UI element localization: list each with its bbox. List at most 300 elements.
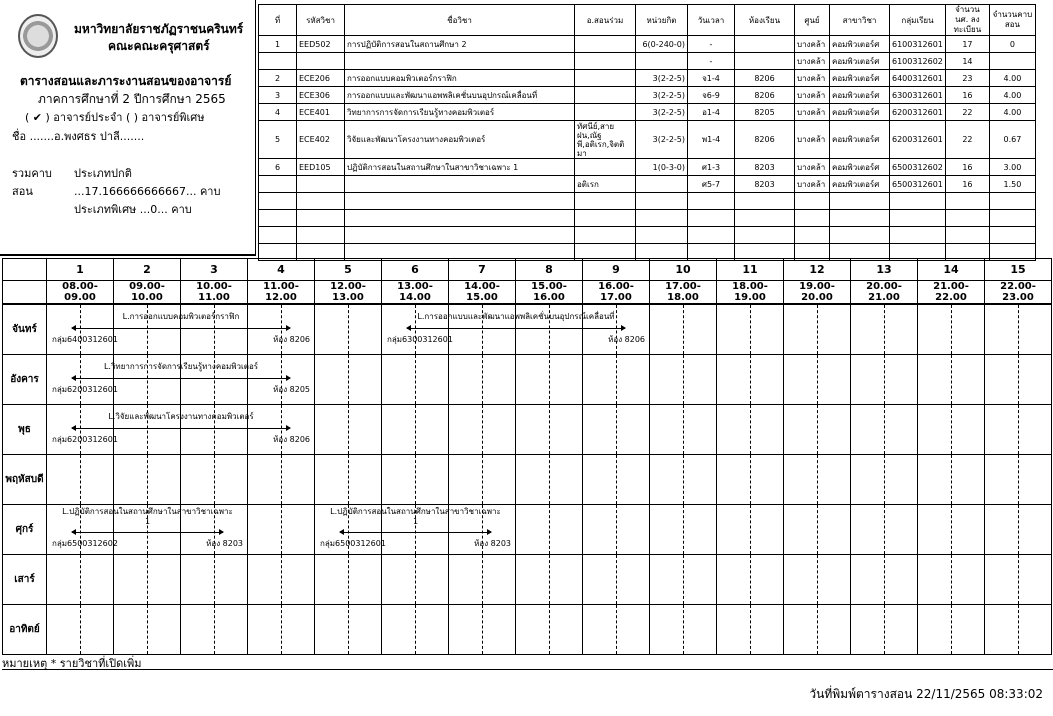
time-span-arrow-icon: [72, 378, 290, 379]
table-cell: ECE402: [297, 121, 345, 159]
period-time: 21.00-22.00: [918, 281, 985, 305]
time-slot: [516, 554, 583, 604]
table-cell: 4.00: [989, 87, 1035, 104]
table-cell: [575, 36, 636, 53]
day-row: [3, 454, 1052, 504]
table-cell: [297, 53, 345, 70]
class-block[interactable]: [50, 360, 312, 402]
time-slot: [114, 554, 181, 604]
table-cell: 6: [259, 159, 297, 176]
time-slot: [47, 554, 114, 604]
table-cell: [795, 227, 830, 244]
period-number: 2: [114, 259, 181, 281]
day-label: พฤหัสบดี: [3, 454, 47, 504]
class-title: L.วิทยาการการจัดการเรียนรู้ทางคอมพิวเตอร์: [103, 362, 259, 371]
period-number: 1: [47, 259, 114, 281]
table-cell: [735, 210, 795, 227]
course-table-header: ที่: [259, 5, 297, 36]
time-slot: [516, 504, 583, 554]
time-slot: [650, 554, 717, 604]
period-number: 14: [918, 259, 985, 281]
period-number: 10: [650, 259, 717, 281]
period-number: 4: [248, 259, 315, 281]
table-cell: [259, 176, 297, 193]
table-cell: คอมพิวเตอร์ศ: [830, 36, 890, 53]
time-slot: [248, 554, 315, 604]
table-cell: [345, 193, 575, 210]
table-cell: 4.00: [989, 70, 1035, 87]
time-slot: [717, 404, 784, 454]
table-cell: 8205: [735, 104, 795, 121]
time-slot: [315, 404, 382, 454]
class-room: ห้อง 8206: [273, 335, 310, 344]
teacher-type: ( ✔ ) อาจารย์ประจำ ( ) อาจารย์พิเศษ: [25, 111, 205, 124]
time-span-arrow-icon: [72, 532, 223, 533]
time-slot: [851, 504, 918, 554]
table-cell: 8203: [735, 176, 795, 193]
course-table-header: ชื่อวิชา: [345, 5, 575, 36]
class-room: ห้อง 8205: [273, 385, 310, 394]
table-cell: 8206: [735, 70, 795, 87]
table-row: [259, 53, 1036, 70]
period-number: 11: [717, 259, 784, 281]
table-cell: 8203: [735, 159, 795, 176]
time-slot: [851, 604, 918, 654]
time-slot: [382, 404, 449, 454]
class-title-line2: 1: [412, 517, 419, 526]
time-slot: [248, 604, 315, 654]
table-cell: [636, 193, 688, 210]
table-cell: 2: [259, 70, 297, 87]
table-cell: [575, 104, 636, 121]
table-cell: [989, 210, 1035, 227]
time-slot: [583, 354, 650, 404]
time-slot: [114, 604, 181, 654]
table-cell: 17: [945, 36, 989, 53]
time-slot: [650, 304, 717, 354]
course-table-header: วันเวลา: [688, 5, 735, 36]
table-cell: ECE306: [297, 87, 345, 104]
time-slot: [650, 504, 717, 554]
class-group: กลุ่ม6400312601: [52, 335, 118, 344]
time-slot: [650, 454, 717, 504]
table-cell: บางคล้า: [795, 53, 830, 70]
period-time: 19.00-20.00: [784, 281, 851, 305]
table-row: [259, 159, 1036, 176]
time-slot: [516, 404, 583, 454]
time-slot: [784, 554, 851, 604]
time-slot: [516, 604, 583, 654]
table-cell: [795, 193, 830, 210]
time-slot: [918, 504, 985, 554]
time-slot: [382, 454, 449, 504]
table-cell: 3(2-2-5): [636, 121, 688, 159]
table-cell: จ6-9: [688, 87, 735, 104]
time-slot: [516, 354, 583, 404]
period-time: 15.00-16.00: [516, 281, 583, 305]
time-slot: [114, 454, 181, 504]
time-slot: [248, 504, 315, 554]
time-slot: [985, 504, 1052, 554]
class-block[interactable]: [50, 410, 312, 452]
time-slot: [717, 354, 784, 404]
table-cell: 0.67: [989, 121, 1035, 159]
class-group: กลุ่ม6200312601: [52, 435, 118, 444]
table-cell: ปฏิบัติการสอนในสถานศึกษาในสาขาวิชาเฉพาะ 1: [345, 159, 575, 176]
course-table: [258, 4, 1036, 261]
table-cell: [735, 193, 795, 210]
time-slot: [784, 604, 851, 654]
table-row: [259, 104, 1036, 121]
table-row: [259, 121, 1036, 159]
table-cell: [636, 210, 688, 227]
period-time: 17.00-18.00: [650, 281, 717, 305]
time-slot: [851, 354, 918, 404]
table-cell: การออกแบบคอมพิวเตอร์กราฟิก: [345, 70, 575, 87]
table-cell: คอมพิวเตอร์ศ: [830, 70, 890, 87]
table-cell: 4: [259, 104, 297, 121]
class-room: ห้อง 8203: [206, 539, 243, 548]
total-periods-values: ประเภทปกติ ...17.166666666667... คาบ ประเภทพิเศษ ...0... คาบ: [74, 167, 221, 216]
class-title: L.ปฏิบัติการสอนในสถานศึกษาในสาขาวิชาเฉพาะ: [330, 507, 501, 516]
class-room: ห้อง 8203: [474, 539, 511, 548]
table-cell: บางคล้า: [795, 121, 830, 159]
class-block[interactable]: [50, 310, 312, 352]
table-cell: [259, 210, 297, 227]
table-cell: 1: [259, 36, 297, 53]
table-cell: 8206: [735, 121, 795, 159]
time-slot: [315, 454, 382, 504]
time-slot: [181, 454, 248, 504]
time-slot: [650, 404, 717, 454]
time-slot: [985, 604, 1052, 654]
time-slot: [851, 454, 918, 504]
course-table-header: สาขาวิชา: [830, 5, 890, 36]
period-time: 13.00-14.00: [382, 281, 449, 305]
table-cell: ECE401: [297, 104, 345, 121]
time-span-arrow-icon: [72, 328, 290, 329]
class-title-line2: 1: [144, 517, 151, 526]
table-cell: [830, 210, 890, 227]
period-time: 12.00-13.00: [315, 281, 382, 305]
table-cell: บางคล้า: [795, 159, 830, 176]
time-slot: [918, 304, 985, 354]
table-cell: 16: [945, 87, 989, 104]
table-cell: บางคล้า: [795, 87, 830, 104]
time-slot: [918, 454, 985, 504]
course-table-header: หน่วยกิต: [636, 5, 688, 36]
time-slot: [717, 504, 784, 554]
time-slot: [583, 554, 650, 604]
time-slot: [315, 604, 382, 654]
time-slot: [315, 354, 382, 404]
table-cell: 6500312601: [890, 176, 946, 193]
table-cell: 8206: [735, 87, 795, 104]
time-slot: [248, 454, 315, 504]
table-cell: [345, 227, 575, 244]
period-time: 10.00-11.00: [181, 281, 248, 305]
table-cell: -: [688, 53, 735, 70]
table-cell: [345, 53, 575, 70]
teacher-name: ชื่อ .......อ.พงศธร ปาลี.......: [12, 130, 145, 143]
table-cell: [575, 53, 636, 70]
table-row: [259, 176, 1036, 193]
table-cell: 5: [259, 121, 297, 159]
table-cell: 16: [945, 159, 989, 176]
day-row: [3, 604, 1052, 654]
table-cell: [688, 227, 735, 244]
table-cell: [636, 53, 688, 70]
day-row: [3, 554, 1052, 604]
table-cell: 16: [945, 176, 989, 193]
table-cell: พ1-4: [688, 121, 735, 159]
class-room: ห้อง 8206: [608, 335, 645, 344]
time-slot: [315, 304, 382, 354]
table-cell: EED105: [297, 159, 345, 176]
table-cell: [259, 193, 297, 210]
time-slot: [784, 304, 851, 354]
period-time: 14.00-15.00: [449, 281, 516, 305]
schedule-title: ตารางสอนและภาระงานสอนของอาจารย์: [20, 74, 232, 88]
course-table-header: จำนวนคาบสอน: [989, 5, 1035, 36]
time-slot: [851, 554, 918, 604]
period-number: 8: [516, 259, 583, 281]
table-cell: [575, 70, 636, 87]
day-label: พุธ: [3, 404, 47, 454]
time-slot: [784, 354, 851, 404]
table-cell: คอมพิวเตอร์ศ: [830, 121, 890, 159]
table-cell: [575, 227, 636, 244]
class-title: L.วิจัยและพัฒนาโครงงานทางคอมพิวเตอร์: [108, 412, 254, 421]
time-slot: [382, 354, 449, 404]
table-cell: ศ5-7: [688, 176, 735, 193]
period-time: 16.00-17.00: [583, 281, 650, 305]
course-table-header: กลุ่มเรียน: [890, 5, 946, 36]
day-label: จันทร์: [3, 304, 47, 354]
footer-divider: [2, 669, 1053, 670]
class-title: L.การออกแบบคอมพิวเตอร์กราฟิก: [122, 312, 240, 321]
time-slot: [181, 604, 248, 654]
table-cell: [830, 193, 890, 210]
period-time: 20.00-21.00: [851, 281, 918, 305]
time-slot: [47, 604, 114, 654]
class-block[interactable]: [318, 505, 513, 547]
day-label: อังคาร: [3, 354, 47, 404]
table-cell: [945, 227, 989, 244]
period-number: 3: [181, 259, 248, 281]
table-cell: คอมพิวเตอร์ศ: [830, 87, 890, 104]
table-cell: บางคล้า: [795, 104, 830, 121]
table-cell: 6400312601: [890, 70, 946, 87]
time-slot: [516, 454, 583, 504]
table-row-empty: [259, 227, 1036, 244]
table-cell: การปฏิบัติการสอนในสถานศึกษา 2: [345, 36, 575, 53]
table-cell: 23: [945, 70, 989, 87]
time-slot: [382, 554, 449, 604]
time-slot: [918, 554, 985, 604]
table-cell: 6200312601: [890, 121, 946, 159]
time-slot: [918, 604, 985, 654]
period-time: 11.00-12.00: [248, 281, 315, 305]
time-slot: [717, 554, 784, 604]
table-cell: [945, 210, 989, 227]
course-table-header: อ.สอนร่วม: [575, 5, 636, 36]
table-cell: [575, 193, 636, 210]
table-row: [259, 70, 1036, 87]
table-cell: 6500312602: [890, 159, 946, 176]
time-slot: [449, 454, 516, 504]
table-cell: [259, 53, 297, 70]
semester-label: ภาคการศึกษาที่ 2 ปีการศึกษา 2565: [38, 92, 226, 106]
table-cell: 4.00: [989, 104, 1035, 121]
time-slot: [650, 354, 717, 404]
table-cell: 3(2-2-5): [636, 70, 688, 87]
time-slot: [985, 554, 1052, 604]
time-slot: [47, 454, 114, 504]
table-cell: [890, 193, 946, 210]
period-time: 22.00-23.00: [985, 281, 1052, 305]
class-block[interactable]: [50, 505, 245, 547]
table-cell: [259, 227, 297, 244]
table-row: [259, 87, 1036, 104]
time-slot: [583, 404, 650, 454]
table-cell: [830, 227, 890, 244]
table-cell: [297, 227, 345, 244]
table-cell: [989, 193, 1035, 210]
time-slot: [315, 554, 382, 604]
time-slot: [449, 604, 516, 654]
table-cell: 1.50: [989, 176, 1035, 193]
period-number: 13: [851, 259, 918, 281]
table-cell: 6200312601: [890, 104, 946, 121]
table-cell: [735, 227, 795, 244]
class-group: กลุ่ม6500312601: [320, 539, 386, 548]
time-slot: [985, 304, 1052, 354]
time-slot: [382, 604, 449, 654]
table-cell: ทัศนีย์,สายฝน,ณัฐพี,อติเรก,จิตติมา: [575, 121, 636, 159]
time-slot: [985, 354, 1052, 404]
table-cell: 6(0-240-0): [636, 36, 688, 53]
table-cell: 3.00: [989, 159, 1035, 176]
class-group: กลุ่ม6200312601: [52, 385, 118, 394]
class-block[interactable]: [385, 310, 647, 352]
period-time: 18.00-19.00: [717, 281, 784, 305]
class-title: L.การออกแบบและพัฒนาแอพพลิเคชั่นบนอุปกรณ์เคลื่อนที่: [417, 312, 615, 321]
time-span-arrow-icon: [340, 532, 491, 533]
table-cell: คอมพิวเตอร์ศ: [830, 176, 890, 193]
course-table-header: ศูนย์: [795, 5, 830, 36]
university-seal-icon: [18, 14, 58, 58]
day-label: เสาร์: [3, 554, 47, 604]
table-cell: [890, 227, 946, 244]
table-cell: [688, 210, 735, 227]
table-cell: [735, 36, 795, 53]
time-span-arrow-icon: [407, 328, 625, 329]
table-cell: คอมพิวเตอร์ศ: [830, 104, 890, 121]
table-cell: ศ1-3: [688, 159, 735, 176]
time-slot: [784, 504, 851, 554]
table-cell: ECE206: [297, 70, 345, 87]
table-cell: EED502: [297, 36, 345, 53]
period-number: 6: [382, 259, 449, 281]
table-cell: อติเรก: [575, 176, 636, 193]
table-cell: 6100312601: [890, 36, 946, 53]
table-cell: [297, 193, 345, 210]
table-cell: [297, 210, 345, 227]
table-cell: 6300312601: [890, 87, 946, 104]
period-number: 15: [985, 259, 1052, 281]
faculty-name: คณะคณะครุศาสตร์: [108, 39, 210, 53]
table-cell: 3(2-2-5): [636, 104, 688, 121]
total-periods-label: รวมคาบ สอน: [12, 167, 52, 198]
table-cell: จ1-4: [688, 70, 735, 87]
period-number: 5: [315, 259, 382, 281]
time-slot: [985, 454, 1052, 504]
time-slot: [784, 454, 851, 504]
footnote: หมายเหตุ * รายวิชาที่เปิดเพิ่ม: [2, 657, 142, 670]
table-cell: 22: [945, 104, 989, 121]
time-slot: [449, 354, 516, 404]
table-cell: คอมพิวเตอร์ศ: [830, 53, 890, 70]
table-cell: [345, 210, 575, 227]
time-slot: [181, 554, 248, 604]
table-cell: [345, 176, 575, 193]
table-cell: อ1-4: [688, 104, 735, 121]
time-slot: [583, 604, 650, 654]
table-cell: [297, 176, 345, 193]
table-cell: [989, 53, 1035, 70]
table-cell: [688, 193, 735, 210]
table-cell: [636, 227, 688, 244]
course-table-header: รหัสวิชา: [297, 5, 345, 36]
class-room: ห้อง 8206: [273, 435, 310, 444]
period-number: 9: [583, 259, 650, 281]
time-slot: [717, 304, 784, 354]
time-slot: [583, 504, 650, 554]
time-slot: [851, 304, 918, 354]
class-group: กลุ่ม6300312601: [387, 335, 453, 344]
table-cell: 3(2-2-5): [636, 87, 688, 104]
table-row-empty: [259, 210, 1036, 227]
table-cell: [636, 176, 688, 193]
day-label: ศุกร์: [3, 504, 47, 554]
table-cell: บางคล้า: [795, 70, 830, 87]
time-span-arrow-icon: [72, 428, 290, 429]
table-cell: 22: [945, 121, 989, 159]
course-table-header: ห้องเรียน: [735, 5, 795, 36]
period-time: 09.00-10.00: [114, 281, 181, 305]
class-group: กลุ่ม6500312602: [52, 539, 118, 548]
course-table-header: จำนวน นศ. ลงทะเบียน: [945, 5, 989, 36]
table-cell: คอมพิวเตอร์ศ: [830, 159, 890, 176]
time-slot: [918, 404, 985, 454]
table-cell: บางคล้า: [795, 176, 830, 193]
time-slot: [717, 454, 784, 504]
time-slot: [784, 404, 851, 454]
table-cell: [795, 210, 830, 227]
time-slot: [449, 404, 516, 454]
time-slot: [851, 404, 918, 454]
table-cell: วิทยาการการจัดการเรียนรู้ทางคอมพิวเตอร์: [345, 104, 575, 121]
university-name: มหาวิทยาลัยราชภัฏราชนครินทร์: [74, 22, 244, 36]
time-slot: [650, 604, 717, 654]
table-cell: [575, 87, 636, 104]
period-number: 7: [449, 259, 516, 281]
table-cell: [575, 210, 636, 227]
table-cell: [575, 159, 636, 176]
table-cell: [735, 53, 795, 70]
day-label: อาทิตย์: [3, 604, 47, 654]
